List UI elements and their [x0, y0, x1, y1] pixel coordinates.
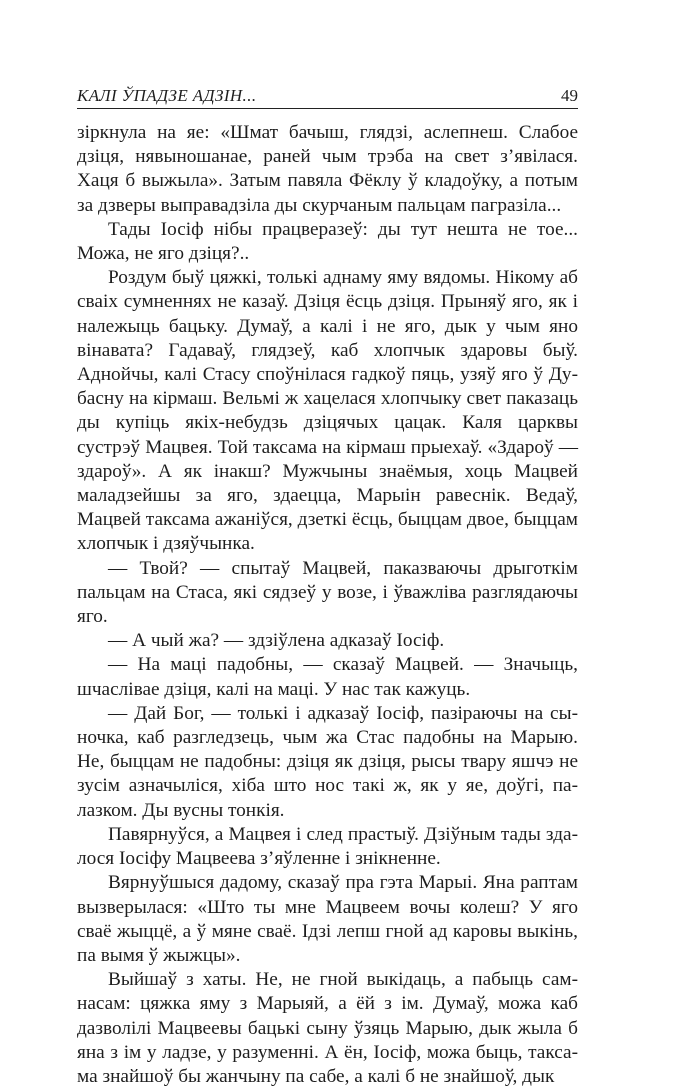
paragraph: Роздум быў цяжкі, толькі аднаму яму вядомы. Нікому аб сваіх сумненнях не казаў. Дзіця ёсць дзіця. Прыняў яго, як і належыць бацьку. Думаў, а калі і не яго, дык у чым яно вінавата? Гадаваў, глядзеў, каб хлопчык здаровы быў. Аднойчы, калі Стасу споўнілася гадкоў пяць, узяў яго ў Дубасну на кірмаш. Вельмі ж хацелася хлопчыку свет паказаць ды купіць якіх-небудзь дзіцячых цацак. Каля царквы сустрэў Мацвея. Той таксама на кірмаш прыехаў. «Здароў — здароў». А як інакш? Мужчыны знаёмыя, хоць Мацвей маладзейшы за яго, здаецца, Марыін равеснік. Ведаў, Мацвей таксама ажаніўся, дзеткі ёсць, быццам двое, быццам хлопчык і дзяўчынка.: [77, 267, 578, 555]
header-rule: [77, 108, 578, 109]
body-text: [77, 121, 578, 1089]
paragraph: Павярнуўся, а Мацвея і след прастыў. Дзіўным тады здалося Іосіфу Мацвеева з’яўленне і знікненне.: [77, 823, 578, 870]
dialogue-line: — Твой? — спытаў Мацвей, паказваючы дрыготкім пальцам на Стаса, які сядзеў у возе, і ўважліва разглядаючы яго.: [77, 557, 578, 628]
dialogue-line: — А чый жа? — здзіўлена адказаў Іосіф.: [108, 630, 445, 652]
page-number: 49: [561, 86, 578, 105]
paragraph: Вярнуўшыся дадому, сказаў пра гэта Марыі. Яна раптам вызверылася: «Што ты мне Мацвеем вочы колеш? У яго сваё жыццё, а ў мяне сваё. Ідзі лепш гной ад каровы выкінь, па вымя ў жыжцы».: [77, 872, 578, 966]
running-title: КАЛІ ЎПАДЗЕ АДЗІН...: [77, 86, 257, 105]
paragraph: Выйшаў з хаты. Не, не гной выкідаць, а пабыць самнасам: цяжка яму з Марыяй, а ёй з ім. Думаў, можа каб дазволілі Мацвеевы бацькі сыну ўзяць Марыю, дык жыла б яна з ім у ладзе, у разуменні. А ён, Іосіф, можа быць, таксама знайшоў бы жанчыну па сабе, а калі б не знайшоў, дык: [77, 969, 578, 1087]
dialogue-line: — Дай Бог, — толькі і адказаў Іосіф, пазіраючы на сыночка, каб разгледзець, чым жа Стас падобны на Марыю. Не, быццам не падобны: дзіця як дзіця, рысы твару яшчэ не зусім азначыліся, хіба што нос такі ж, як у яе, доўгі, палазком. Ды вусны тонкія.: [77, 702, 578, 821]
paragraph: зіркнула на яе: «Шмат бачыш, глядзі, аслепнеш. Слабое дзіця, нявыношанае, раней чым трэба на свет з’явілася. Хаця б выжыла». Затым павяла Фёклу ў кладоўку, а потым за дзверы выправадзіла ды скурчаным пальцам пагразіла...: [77, 122, 578, 216]
running-header: [77, 84, 578, 106]
dialogue-line: — На маці падобны, — сказаў Мацвей. — Значыць, шчаслівае дзіця, калі на маці. У нас так кажуць.: [77, 654, 578, 700]
paragraph: Тады Іосіф нібы працверазеў: ды тут нешта не тое... Можа, не яго дзіця?..: [77, 218, 578, 265]
